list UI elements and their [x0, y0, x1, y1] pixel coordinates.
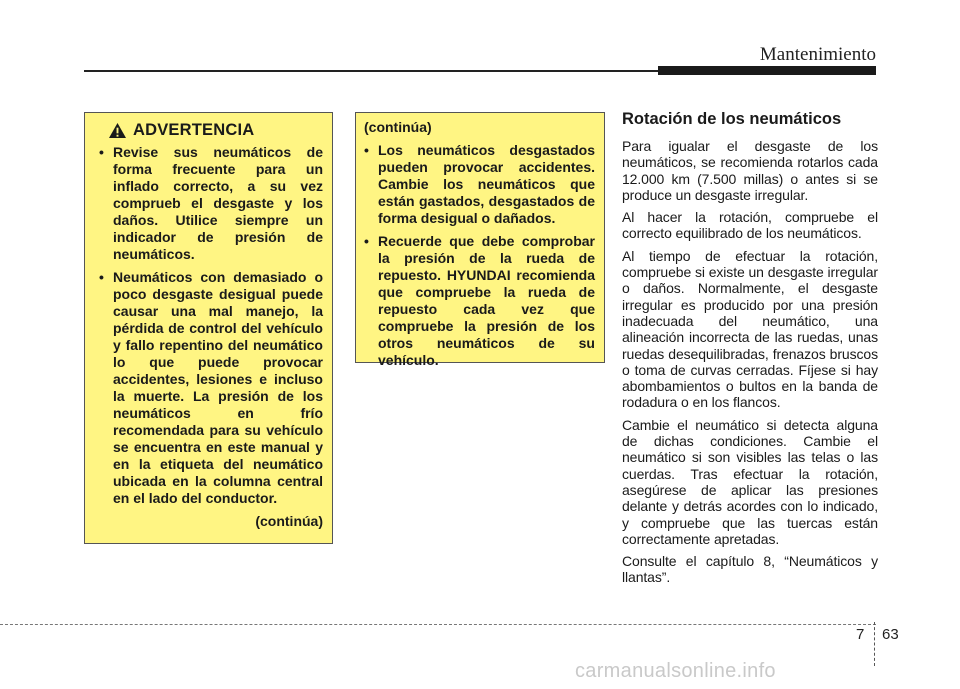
watermark: carmanualsonline.info — [575, 660, 776, 682]
article-paragraph: Para igualar el desgaste de los neumáticos, se recomienda rotarlos cada 12.000 km (7.500 millas) o antes si se produce un desgaste irregular. — [622, 138, 878, 203]
page-number-divider — [874, 622, 875, 666]
list-item: • Revise sus neumáticos de forma frecuente para un inflado correcto, a su vez comprueb el desgaste y los daños. Utilice siempre un indicador de presión de neumáticos. — [99, 144, 323, 262]
chapter-number: 7 — [856, 626, 865, 643]
continued-warning-box — [355, 112, 605, 368]
article-paragraph: Al hacer la rotación, compruebe el correcto equilibrado de los neumáticos. — [622, 209, 878, 242]
continued-bullets — [364, 142, 595, 369]
warning-title-text: ADVERTENCIA — [133, 121, 255, 139]
list-item: • Neumáticos con demasiado o poco desgaste desigual puede causar una mal manejo, la pérdida de control del vehículo y fallo repentino del neumático lo que puede provocar accidentes, lesiones e incluso la muerte. La presión de los neumáticos en frío recomendada para su vehículo se encuentra en este manual y en la etiqueta del neumático ubicada en la columna central en el lado del conductor. — [99, 269, 323, 506]
warning-title — [108, 121, 323, 140]
header-rule — [84, 70, 660, 72]
continued-label: (continúa) — [364, 119, 432, 135]
section-title: Mantenimiento — [759, 44, 876, 65]
list-item: • Recuerde que debe comprobar la presión de la rueda de repuesto. HYUNDAI recomienda que compruebe la rueda de repuesto cada vez que compruebe la presión de los otros neumáticos de su vehículo. — [364, 233, 595, 368]
article-paragraph: Cambie el neumático si detecta alguna de dichas condiciones. Cambie el neumático si son visibles las telas o las cuerdas. Tras efectuar la rotación, asegúrese de aplicar las presiones delante y detrás acordes con lo indicado, y compruebe que las tuercas están correctamente apretadas. — [622, 416, 878, 547]
article-heading: Rotación de los neumáticos — [622, 110, 842, 128]
article-tire-rotation — [622, 110, 878, 592]
header-rule-accent — [658, 66, 876, 75]
warning-triangle-icon — [108, 122, 127, 139]
page-number: 63 — [882, 626, 899, 643]
article-paragraph: Al tiempo de efectuar la rotación, compruebe si existe un desgaste irregular o daños. Normalmente, el desgaste irregular es producido por una presión inadecuada del neumático, una alineación incorrecta de las ruedas, unas ruedas desequilibradas, frenazos bruscos o toma de curvas cerradas. Fíjese si hay abombamientos o bultos en la banda de rodadura o en los flancos. — [622, 247, 878, 411]
bullet-text: Revise sus neumáticos de forma frecuente para un inflado correcto, a su vez comprueb el desgaste y los daños. Utilice siempre un indicador de presión de neumáticos. — [113, 144, 323, 262]
warning-bullets — [99, 144, 323, 507]
continues-label: (continúa) — [255, 513, 323, 529]
bullet-text: Recuerde que debe comprobar la presión de la rueda de repuesto. HYUNDAI recomienda que compruebe la rueda de repuesto cada vez que compruebe la presión de los otros neumáticos de su vehículo. — [378, 233, 595, 368]
list-item: • Los neumáticos desgastados pueden provocar accidentes. Cambie los neumáticos que están gastados, desgastados de forma desigual o dañados. — [364, 142, 595, 226]
bullet-text: Los neumáticos desgastados pueden provocar accidentes. Cambie los neumáticos que están gastados, desgastados de forma desigual o dañados. — [378, 142, 595, 226]
article-paragraph: Consulte el capítulo 8, “Neumáticos y llantas”. — [622, 553, 878, 586]
bullet-text: Neumáticos con demasiado o poco desgaste desigual puede causar una mal manejo, la pérdida de control del vehículo y fallo repentino del neumático lo que puede provocar accidentes, lesiones e incluso la muerte. La presión de los neumáticos en frío recomendada para su vehículo se encuentra en este manual y en la etiqueta del neumático ubicada en la columna central en el lado del conductor. — [113, 269, 323, 506]
footer-dashed-rule — [0, 624, 876, 625]
warning-box — [84, 112, 333, 544]
